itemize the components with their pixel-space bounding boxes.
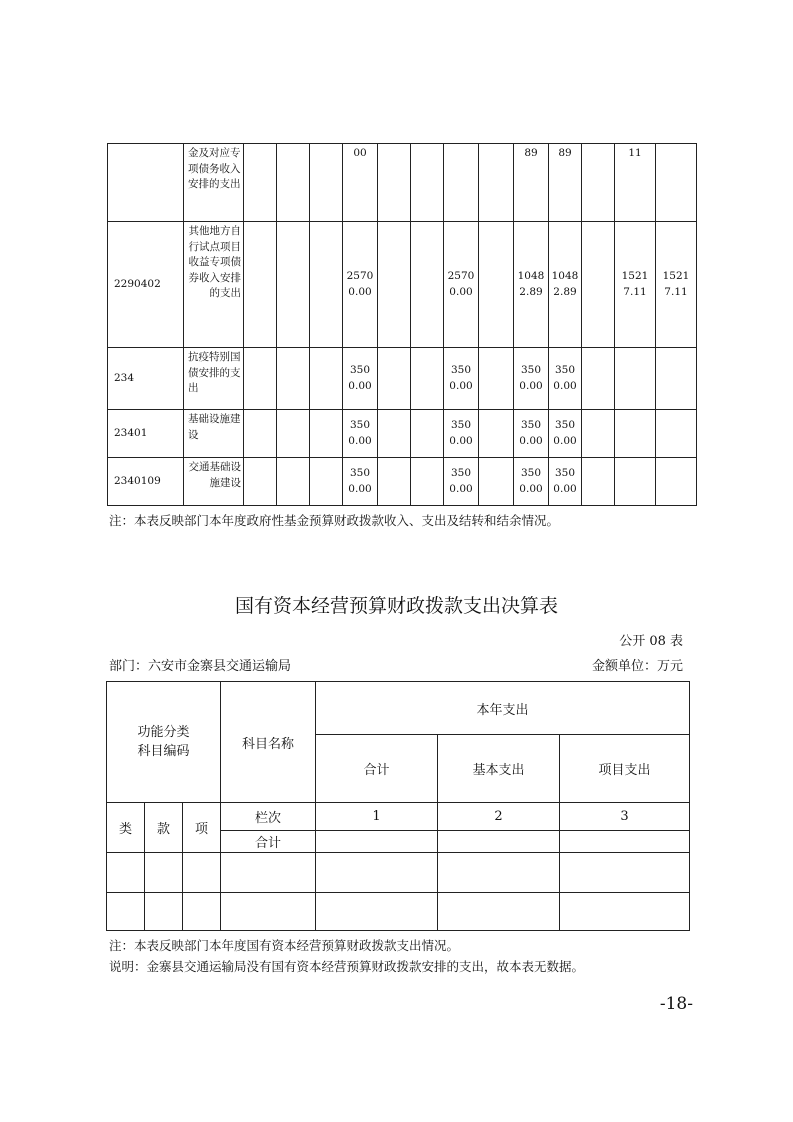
table-note: 注：本表反映部门本年度国有资本经营预算财政拨款支出情况。 <box>109 938 460 953</box>
empty-cell <box>183 893 221 931</box>
amount-cell: 89 <box>549 144 582 222</box>
empty-cell <box>411 144 444 222</box>
table-row <box>108 144 697 222</box>
header-project: 项目支出 <box>560 735 690 803</box>
empty-cell <box>378 458 411 506</box>
subject-name-cell: 基础设施建设 <box>184 410 244 458</box>
amount-cell: 00 <box>343 144 378 222</box>
empty-cell <box>378 222 411 348</box>
empty-cell <box>378 410 411 458</box>
empty-cell <box>438 853 560 893</box>
empty-cell <box>244 144 277 222</box>
amount-cell: 3500.00 <box>514 348 549 410</box>
total-row-cell <box>438 831 560 853</box>
total-row-cell <box>560 831 690 853</box>
empty-cell <box>277 410 310 458</box>
empty-cell <box>277 222 310 348</box>
empty-cell <box>310 222 343 348</box>
empty-cell <box>277 348 310 410</box>
empty-cell <box>411 222 444 348</box>
table-row <box>108 410 697 458</box>
empty-cell <box>411 458 444 506</box>
empty-cell <box>107 853 145 893</box>
subject-code-cell <box>108 144 184 222</box>
empty-cell <box>310 410 343 458</box>
empty-cell <box>582 458 615 506</box>
empty-cell <box>411 410 444 458</box>
header-subject-name: 科目名称 <box>221 682 316 803</box>
empty-cell <box>560 853 690 893</box>
empty-cell <box>221 893 316 931</box>
amount-cell <box>444 144 479 222</box>
empty-cell <box>479 410 514 458</box>
amount-cell <box>615 458 656 506</box>
amount-cell: 3500.00 <box>444 348 479 410</box>
amount-cell <box>656 348 697 410</box>
total-row-cell <box>316 831 438 853</box>
empty-cell <box>479 458 514 506</box>
header-func-code: 功能分类科目编码 <box>107 682 221 803</box>
subject-code-cell: 23401 <box>108 410 184 458</box>
subject-name-cell: 其他地方自行试点项目收益专项债券收入安排的支出 <box>184 222 244 348</box>
table-row <box>108 348 697 410</box>
empty-cell <box>582 410 615 458</box>
empty-cell <box>310 144 343 222</box>
amount-cell: 3500.00 <box>549 458 582 506</box>
empty-cell <box>310 348 343 410</box>
empty-cell <box>145 853 183 893</box>
amount-cell: 3500.00 <box>514 458 549 506</box>
column-index-label: 栏次 <box>221 803 316 831</box>
amount-cell: 3500.00 <box>343 348 378 410</box>
form-code: 公开 08 表 <box>619 634 683 649</box>
empty-cell <box>378 348 411 410</box>
amount-cell <box>656 458 697 506</box>
amount-cell <box>656 144 697 222</box>
amount-cell: 3500.00 <box>514 410 549 458</box>
table-row <box>108 458 697 506</box>
amount-cell <box>615 348 656 410</box>
amount-cell: 3500.00 <box>549 348 582 410</box>
column-index-2: 2 <box>438 803 560 831</box>
subject-code-cell: 234 <box>108 348 184 410</box>
gov-fund-table-note: 注：本表反映部门本年度政府性基金预算财政拨款收入、支出及结转和结余情况。 <box>109 513 560 528</box>
subject-name-cell: 抗疫特别国债安排的支出 <box>184 348 244 410</box>
empty-cell <box>145 893 183 931</box>
empty-cell <box>277 458 310 506</box>
amount-cell: 3500.00 <box>343 458 378 506</box>
subject-code-cell: 2290402 <box>108 222 184 348</box>
empty-cell <box>316 853 438 893</box>
amount-cell: 10482.89 <box>514 222 549 348</box>
amount-cell: 15217.11 <box>615 222 656 348</box>
header-kuan: 款 <box>145 803 183 853</box>
empty-cell <box>582 222 615 348</box>
gov-fund-table-continuation <box>107 143 697 506</box>
empty-cell <box>479 222 514 348</box>
header-xiang: 项 <box>183 803 221 853</box>
empty-cell <box>310 458 343 506</box>
department-label: 部门：六安市金寨县交通运输局 <box>109 659 292 674</box>
empty-cell <box>411 348 444 410</box>
header-lei: 类 <box>107 803 145 853</box>
empty-cell <box>378 144 411 222</box>
state-capital-expenditure-table <box>106 681 690 931</box>
amount-cell: 3500.00 <box>343 410 378 458</box>
column-index-3: 3 <box>560 803 690 831</box>
subject-name-cell: 交通基础设施建设 <box>184 458 244 506</box>
table-explanation: 说明：金寨县交通运输局没有国有资本经营预算财政拨款安排的支出，故本表无数据。 <box>109 959 585 974</box>
page-number: -18- <box>659 994 693 1014</box>
empty-cell <box>277 144 310 222</box>
amount-cell: 3500.00 <box>444 458 479 506</box>
empty-cell <box>582 144 615 222</box>
empty-cell <box>560 893 690 931</box>
empty-cell <box>244 348 277 410</box>
header-current-year: 本年支出 <box>316 682 690 735</box>
amount-cell: 89 <box>514 144 549 222</box>
amount-cell <box>615 410 656 458</box>
empty-cell <box>244 410 277 458</box>
subject-code-cell: 2340109 <box>108 458 184 506</box>
empty-cell <box>244 222 277 348</box>
empty-cell <box>107 893 145 931</box>
empty-cell <box>221 853 316 893</box>
amount-cell: 3500.00 <box>549 410 582 458</box>
empty-cell <box>438 893 560 931</box>
amount-cell: 11 <box>615 144 656 222</box>
total-row-label: 合计 <box>221 831 316 853</box>
header-basic: 基本支出 <box>438 735 560 803</box>
empty-cell <box>582 348 615 410</box>
empty-cell <box>479 348 514 410</box>
amount-cell: 25700.00 <box>343 222 378 348</box>
empty-cell <box>244 458 277 506</box>
empty-cell <box>316 893 438 931</box>
column-index-1: 1 <box>316 803 438 831</box>
header-total: 合计 <box>316 735 438 803</box>
page-title: 国有资本经营预算财政拨款支出决算表 <box>234 595 558 617</box>
amount-cell: 10482.89 <box>549 222 582 348</box>
table-row <box>108 222 697 348</box>
amount-cell: 15217.11 <box>656 222 697 348</box>
empty-cell <box>183 853 221 893</box>
amount-cell: 25700.00 <box>444 222 479 348</box>
subject-name-cell: 金及对应专项债务收入安排的支出 <box>184 144 244 222</box>
empty-cell <box>479 144 514 222</box>
amount-cell <box>656 410 697 458</box>
amount-unit-label: 金额单位：万元 <box>591 659 683 674</box>
amount-cell: 3500.00 <box>444 410 479 458</box>
